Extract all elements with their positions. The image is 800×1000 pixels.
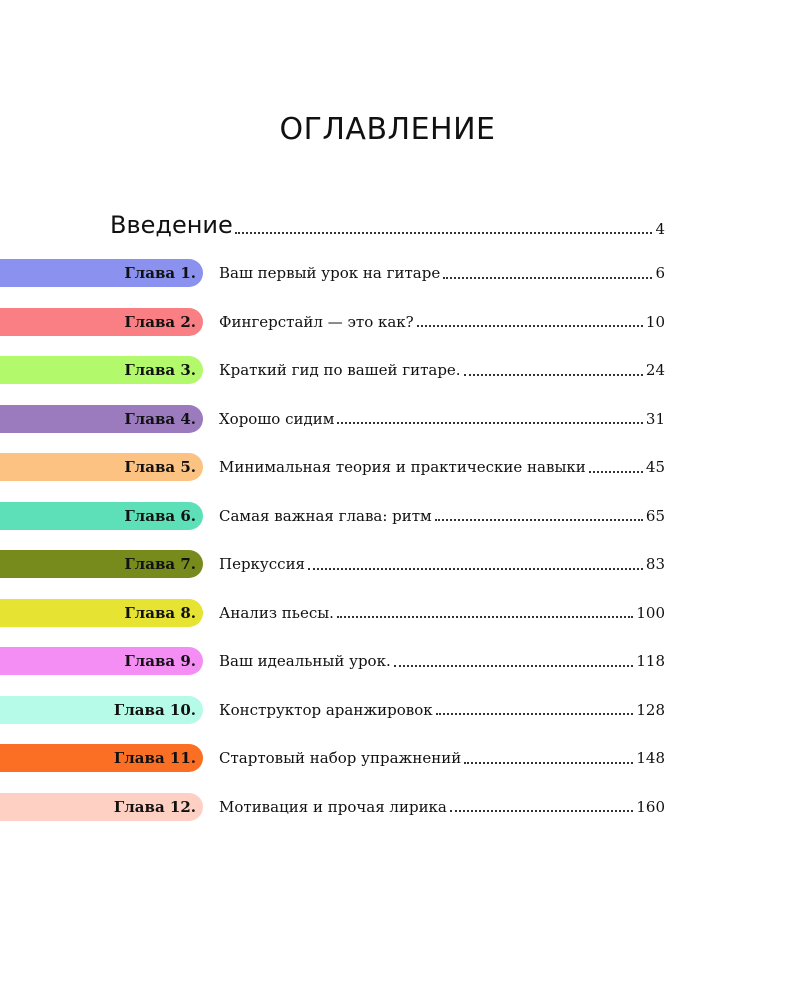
chapter-number: Глава 5. [124,458,196,476]
chapter-title: Мотивация и прочая лирика [219,797,447,816]
chapter-number: Глава 1. [124,264,196,282]
chapter-title: Фингерстайл — это как? [219,312,414,331]
chapter-number: Глава 7. [124,555,196,573]
chapter-title: Хорошо сидим [219,409,335,428]
chapter-page-number: 83 [645,555,665,573]
chapter-entry [219,307,665,337]
chapter-title: Самая важная глава: ритм [219,506,432,525]
chapter-entry [219,695,665,725]
toc-chapter-row-3[interactable] [0,355,800,404]
dot-leader [394,665,634,667]
dot-leader [443,277,652,279]
dot-leader [464,374,643,376]
chapter-number: Глава 9. [124,652,196,670]
dot-leader [436,713,634,715]
chapter-page-number: 148 [636,749,665,767]
toc-chapter-row-12[interactable] [0,792,800,841]
dot-leader [337,422,643,424]
introduction-label: Введение [110,211,233,239]
chapter-number: Глава 4. [124,409,196,428]
toc-chapter-row-4[interactable] [0,404,800,453]
toc-entry-introduction[interactable] [110,205,665,241]
chapter-number: Глава 8. [124,603,196,622]
toc-chapter-row-11[interactable] [0,743,800,792]
chapter-entry [219,258,665,288]
dot-leader [589,471,643,473]
table-of-contents [0,258,800,840]
chapter-title: Ваш идеальный урок. [219,652,391,670]
page-title: ОГЛАВЛЕНИЕ [279,112,496,147]
toc-chapter-row-9[interactable] [0,646,800,695]
dot-leader [235,232,653,234]
chapter-number: Глава 10. [113,700,196,719]
chapter-title: Минимальная теория и практические навыки [219,458,586,476]
chapter-title: Краткий гид по вашей гитаре. [219,361,461,379]
chapter-title: Стартовый набор упражнений [219,749,462,767]
toc-chapter-row-1[interactable] [0,258,800,307]
chapter-page-number: 45 [645,458,665,476]
chapter-entry [219,404,665,434]
toc-chapter-row-10[interactable] [0,695,800,744]
chapter-page-number: 100 [636,603,665,622]
toc-chapter-row-6[interactable] [0,501,800,550]
dot-leader [464,762,633,764]
chapter-entry [219,549,665,579]
dot-leader [417,325,643,327]
chapter-entry [219,355,665,385]
chapter-number: Глава 6. [124,506,196,525]
chapter-page-number: 128 [636,700,665,719]
chapter-page-number: 24 [645,361,665,379]
chapter-page-number: 31 [645,409,665,428]
toc-chapter-row-5[interactable] [0,452,800,501]
chapter-page-number: 65 [645,506,665,525]
toc-chapter-row-7[interactable] [0,549,800,598]
chapter-entry [219,743,665,773]
chapter-number: Глава 3. [124,361,196,379]
chapter-title: Анализ пьесы. [219,603,334,622]
chapter-page-number: 118 [636,652,665,670]
chapter-number: Глава 12. [113,797,196,816]
chapter-entry [219,646,665,676]
dot-leader [450,810,633,812]
dot-leader [435,519,643,521]
chapter-number: Глава 2. [124,312,196,331]
chapter-entry [219,792,665,822]
dot-leader [308,568,643,570]
chapter-title: Конструктор аранжировок [219,700,433,719]
chapter-page-number: 160 [636,797,665,816]
chapter-entry [219,598,665,628]
chapter-page-number: 6 [655,264,665,282]
chapter-number: Глава 11. [113,749,196,767]
chapter-entry [219,501,665,531]
toc-chapter-row-2[interactable] [0,307,800,356]
dot-leader [337,616,633,618]
chapter-entry [219,452,665,482]
toc-chapter-row-8[interactable] [0,598,800,647]
introduction-page-number: 4 [655,220,665,238]
chapter-page-number: 10 [645,312,665,331]
chapter-title: Перкуссия [219,555,306,573]
chapter-title: Ваш первый урок на гитаре [219,264,441,282]
